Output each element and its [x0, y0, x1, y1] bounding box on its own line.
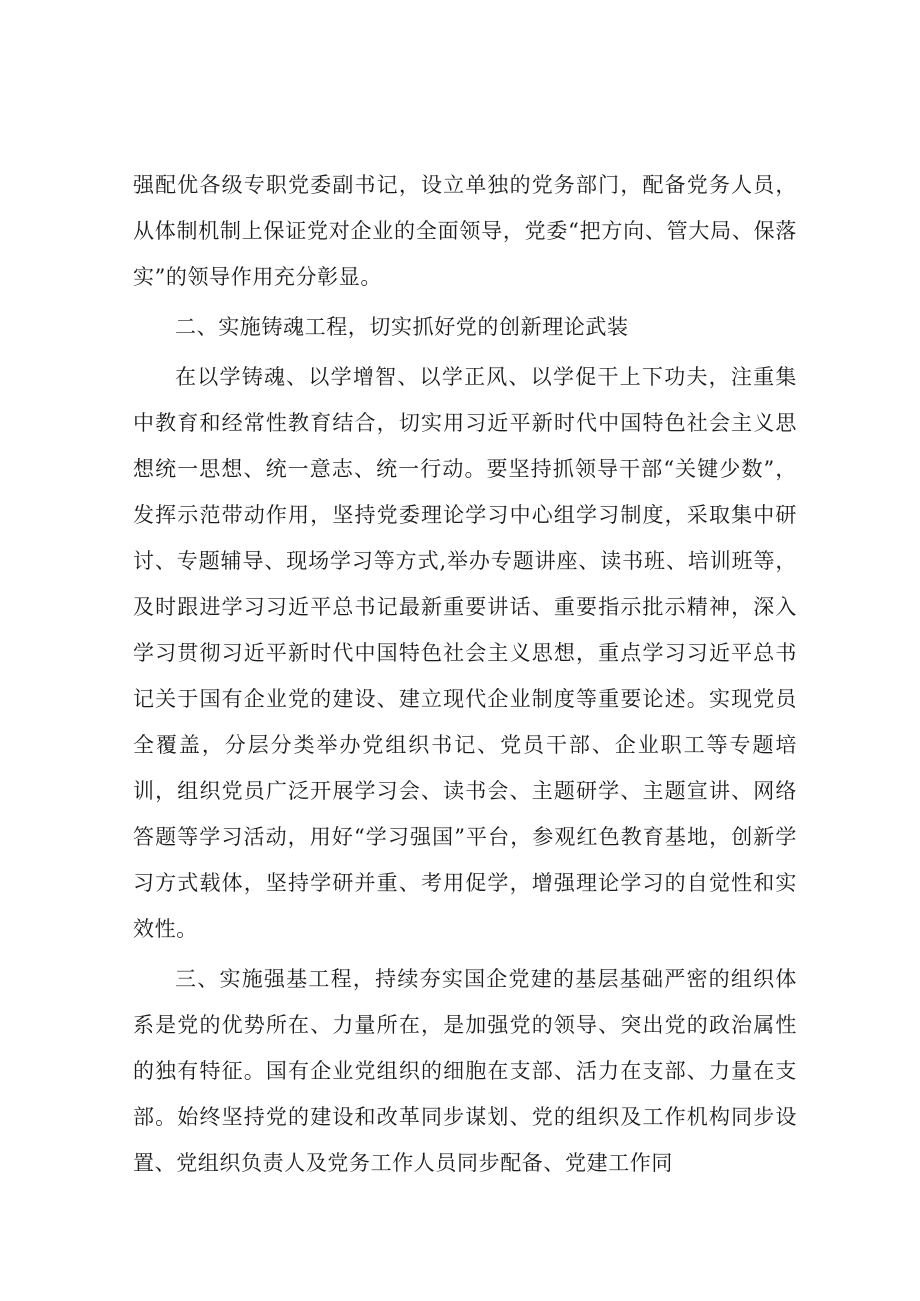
paragraph-section-three: 三、实施强基工程，持续夯实国企党建的基层基础严密的组织体系是党的优势所在、力量所在，是加强党的领导、突出党的政治属性的独有特征。国有企业党组织的细胞在支部、活力在支部、力量在支部。始终坚持党的建设和改革同步谋划、党的组织及工作机构同步设置、党组织负责人及党务工作人员同步配备、党建工作同 — [133, 967, 797, 1175]
paragraph-continuation: 强配优各级专职党委副书记，设立单独的党务部门，配备党务人员，从体制机制上保证党对企业的全面领导，党委“把方向、管大局、保落实”的领导作用充分彰显。 — [133, 173, 797, 289]
section-heading-two: 二、实施铸魂工程，切实抓好党的创新理论武装 — [175, 315, 629, 339]
document-body — [133, 162, 797, 1190]
paragraph-section-two-body: 在以学铸魂、以学增智、以学正风、以学促干上下功夫，注重集中教育和经常性教育结合，切实用习近平新时代中国特色社会主义思想统一思想、统一意志、统一行动。要坚持抓领导干部“关键少数”，发挥示范带动作用，坚持党委理论学习中心组学习制度，采取集中研讨、专题辅导、现场学习等方式,举办专题讲座、读书班、培训班等，及时跟进学习习近平总书记最新重要讲话、重要指示批示精神，深入学习贯彻习近平新时代中国特色社会主义思想，重点学习习近平总书记关于国有企业党的建设、建立现代企业制度等重要论述。实现党员全覆盖，分层分类举办党组织书记、党员干部、企业职工等专题培训，组织党员广泛开展学习会、读书会、主题研学、主题宣讲、网络答题等学习活动，用好“学习强国”平台，参观红色教育基地，创新学习方式载体，坚持学研并重、考用促学，增强理论学习的自觉性和实效性。 — [133, 365, 797, 941]
